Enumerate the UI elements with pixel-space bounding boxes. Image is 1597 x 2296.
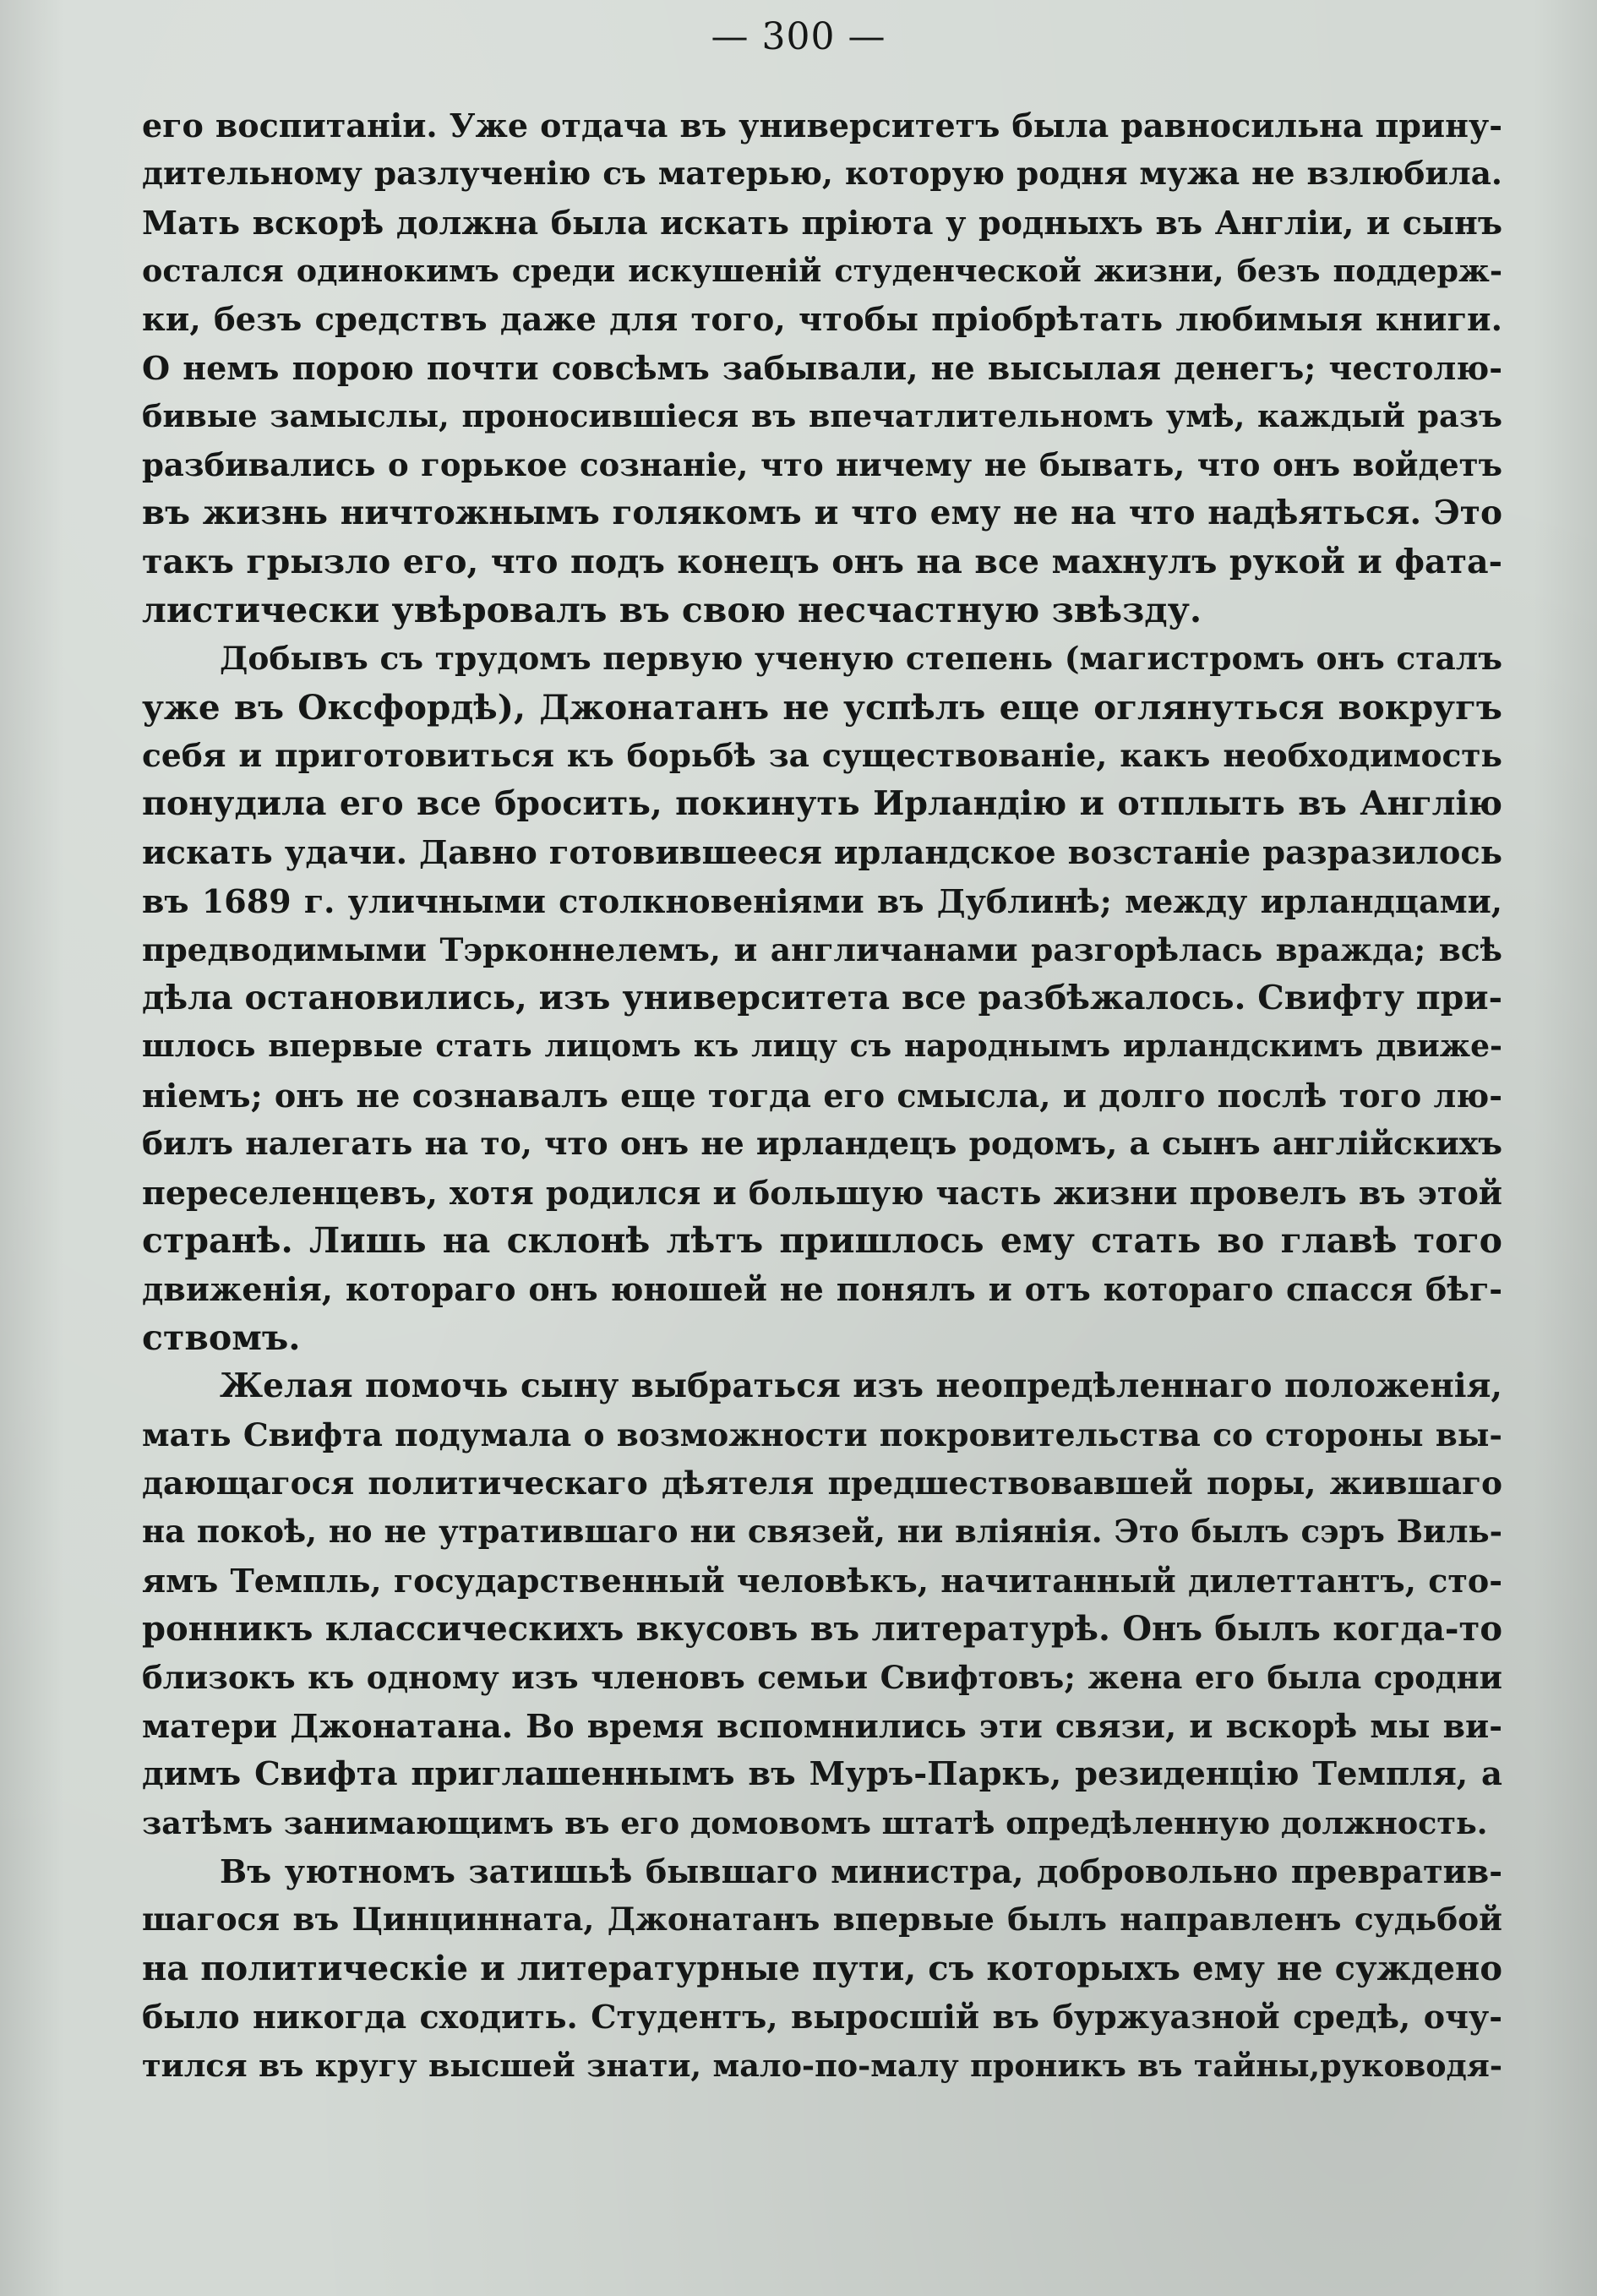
body-text (142, 101, 1502, 2090)
text-line: О немъ порою почти совсѣмъ забывали, не высылая денегъ; честолю- (142, 348, 1502, 387)
text-line: себя и приготовиться къ борьбѣ за существованіе, какъ необходимость (142, 737, 1502, 775)
text-line: на политическіе и литературные пути, съ которыхъ ему не суждено (142, 1948, 1502, 1988)
text-line: бивые замыслы, проносившіеся въ впечатлительномъ умѣ, каждый разъ (142, 398, 1502, 435)
text-line: матери Джонатана. Во время вспомнились эти связи, и вскорѣ мы ви- (142, 1706, 1502, 1745)
text-line: билъ налегать на то, что онъ не ирландецъ родомъ, а сынъ англійскихъ (142, 1125, 1502, 1163)
text-line: Желая помочь сыну выбраться изъ неопредѣленнаго положенія, (220, 1366, 1502, 1406)
text-line: дающагося политическаго дѣятеля предшествовавшей поры, жившаго (142, 1464, 1502, 1502)
text-line: листически увѣровалъ въ свою несчастную звѣзду. (142, 589, 1202, 630)
text-line: разбивались о горькое сознаніе, что ничему не бывать, что онъ войдетъ (142, 445, 1502, 483)
text-line: дѣла остановились, изъ университета все разбѣжалось. Свифту при- (142, 979, 1502, 1018)
text-line: близокъ къ одному изъ членовъ семьи Свифтовъ; жена его была сродни (142, 1658, 1502, 1696)
text-line: въ 1689 г. уличными столкновеніями въ Дублинѣ; между ирландцами, (142, 882, 1502, 921)
text-line: такъ грызло его, что подъ конецъ онъ на все махнулъ рукой и фата- (142, 542, 1502, 581)
text-line: ямъ Темпль, государственный человѣкъ, начитанный дилеттантъ, сто- (142, 1561, 1502, 1600)
text-line: ки, безъ средствъ даже для того, чтобы пріобрѣтать любимыя книги. (142, 300, 1502, 339)
page-number: — 300 — (711, 15, 886, 58)
text-line: затѣмъ занимающимъ въ его домовомъ штатѣ опредѣленную должность. (142, 1804, 1488, 1841)
text-line: димъ Свифта приглашеннымъ въ Муръ-Паркъ, резиденцію Темпля, а (142, 1755, 1502, 1794)
text-line: остался одинокимъ среди искушеній студенческой жизни, безъ поддерж- (142, 253, 1502, 290)
text-line: переселенцевъ, хотя родился и большую часть жизни провелъ въ этой (142, 1173, 1502, 1212)
text-line: Добывъ съ трудомъ первую ученую степень (магистромъ онъ сталъ (220, 640, 1502, 678)
text-line: на покоѣ, но не утратившаго ни связей, ни вліянія. Это былъ сэръ Виль- (142, 1513, 1502, 1551)
text-line: его воспитаніи. Уже отдача въ университетъ была равносильна прину- (142, 106, 1502, 145)
text-line: предводимыми Тэрконнелемъ, и англичанами разгорѣлась вражда; всѣ (142, 930, 1502, 968)
text-line: шагося въ Цинцинната, Джонатанъ впервые былъ направленъ судьбой (142, 1901, 1502, 1939)
text-line: движенія, котораго онъ юношей не понялъ и отъ котораго спасся бѣг- (142, 1270, 1502, 1309)
text-line: странѣ. Лишь на склонѣ лѣтъ пришлось ему стать во главѣ того (142, 1219, 1502, 1261)
text-line: тился въ кругу высшей знати, мало-по-малу проникъ въ тайны,руководя- (142, 2047, 1502, 2084)
text-line: понудила его все бросить, покинуть Ирландію и отплыть въ Англію (142, 784, 1502, 824)
text-line: дительному разлученію съ матерью, которую родня мужа не взлюбила. (142, 155, 1502, 193)
text-line: искать удачи. Давно готовившееся ирландское возстаніе разразилось (142, 833, 1502, 872)
text-line: ствомъ. (142, 1317, 301, 1358)
text-line: въ жизнь ничтожнымъ голякомъ и что ему не на что надѣяться. Это (142, 494, 1502, 533)
text-line: было никогда сходить. Студентъ, выросшій въ буржуазной средѣ, очу- (142, 1998, 1502, 2037)
text-line: ронникъ классическихъ вкусовъ въ литературѣ. Онъ былъ когда-то (142, 1609, 1502, 1650)
text-line: Мать вскорѣ должна была искать пріюта у родныхъ въ Англіи, и сынъ (142, 203, 1502, 242)
text-line: Въ уютномъ затишьѣ бывшаго министра, добровольно превратив- (220, 1852, 1502, 1891)
text-line: шлось впервые стать лицомъ къ лицу съ народнымъ ирландскимъ движе- (142, 1028, 1502, 1065)
text-line: уже въ Оксфордѣ), Джонатанъ не успѣлъ еще оглянуться вокругъ (142, 686, 1502, 728)
text-line: ніемъ; онъ не сознавалъ еще тогда его смысла, и долго послѣ того лю- (142, 1076, 1502, 1115)
text-line: мать Свифта подумала о возможности покровительства со стороны вы- (142, 1415, 1502, 1453)
